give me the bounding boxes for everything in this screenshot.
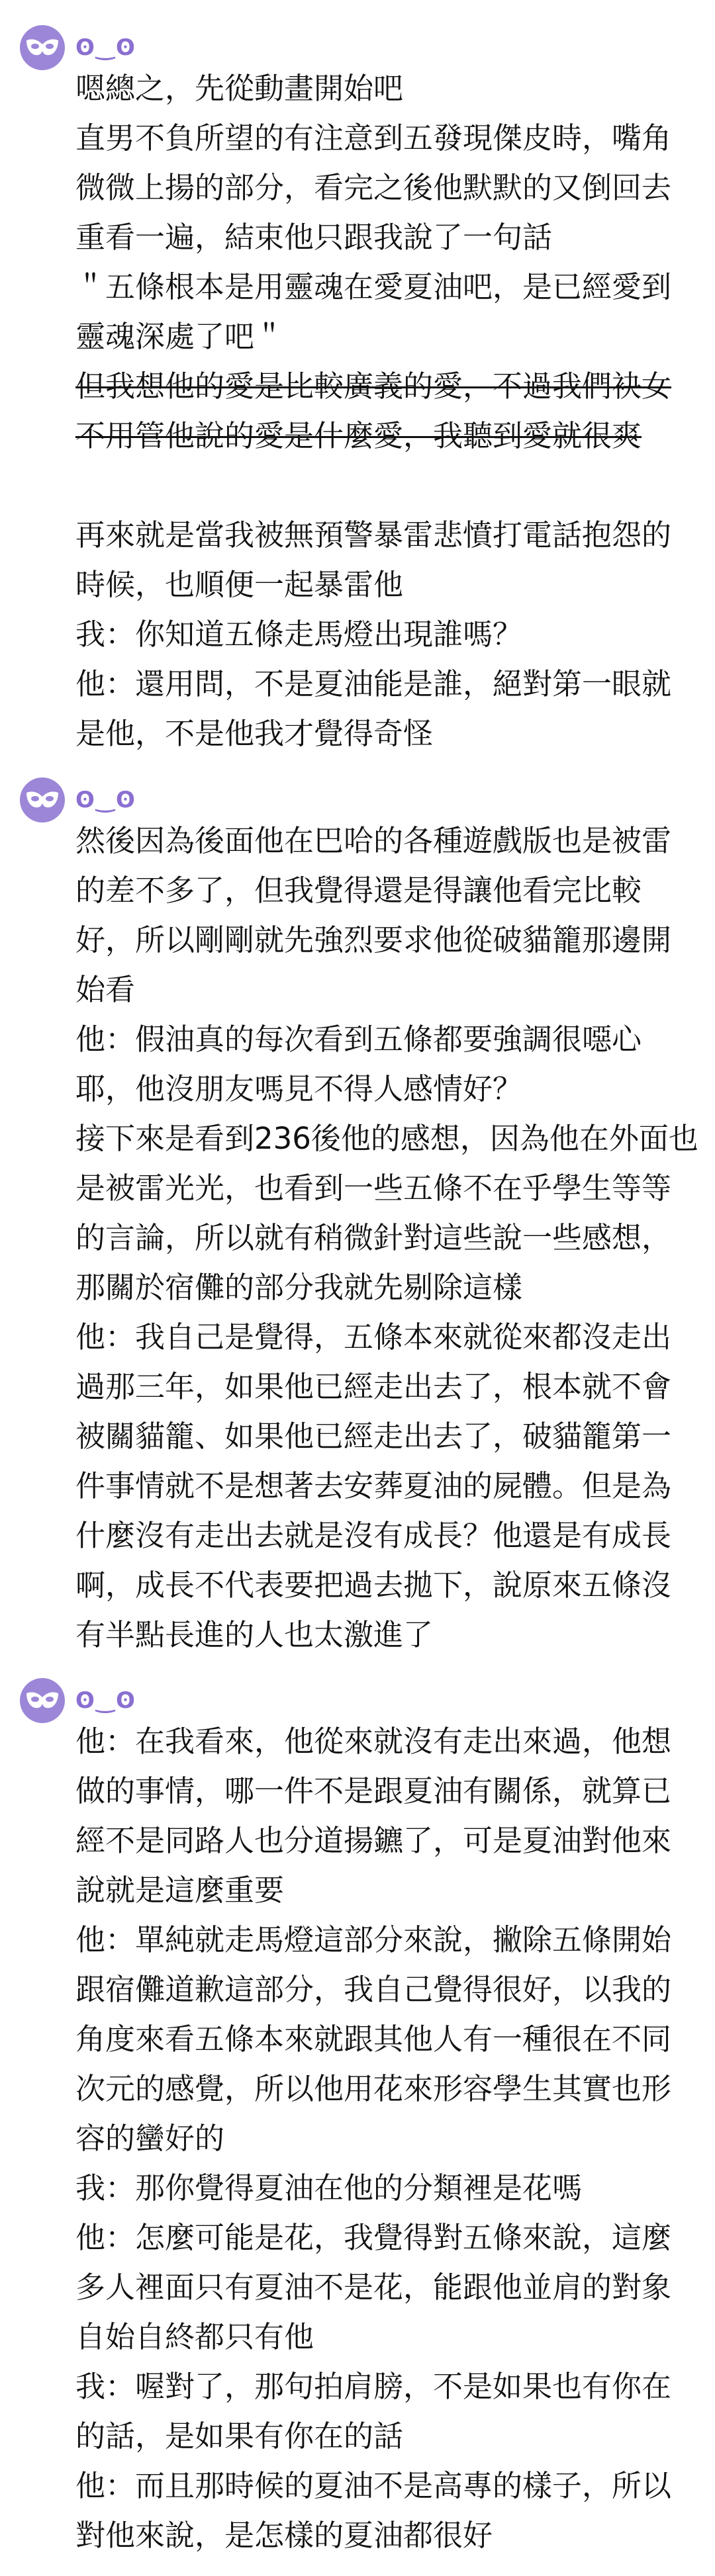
text-line: 的言論，所以就有稍微針對這些說一些感想， (75, 1220, 672, 1255)
text-line: 他：單純就走馬燈這部分來說，撇除五條開始 (75, 1922, 672, 1957)
text-line: 件事情就不是想著去安葬夏油的屍體。但是為 (75, 1468, 672, 1503)
text-line: 經不是同路人也分道揚鑣了，可是夏油對他來 (75, 1823, 672, 1858)
text-line: 直男不負所望的有注意到五發現傑皮時，嘴角 (75, 120, 672, 155)
author-name[interactable]: ʘ‿ʘ (75, 787, 136, 813)
text-line: 他：還用問，不是夏油能是誰，絕對第一眼就 (75, 666, 672, 701)
text-line: 時候，也順便一起暴雷他 (75, 567, 404, 602)
text-line: 是被雷光光，也看到一些五條不在乎學生等等 (75, 1171, 672, 1206)
text-line: 他：怎麼可能是花，我覺得對五條來說，這麼 (75, 2220, 672, 2255)
text-line: 重看一遍，結束他只跟我說了一句話 (75, 220, 553, 255)
text-line: 接下來是看到236後他的感想，因為他在外面也 (75, 1121, 698, 1156)
text-line: 我：那你覺得夏油在他的分類裡是花嗎 (75, 2170, 583, 2205)
text-line: 他：我自己是覺得，五條本來就從來都沒走出 (75, 1319, 672, 1355)
post-body (75, 1716, 691, 2560)
text-line: 啊，成長不代表要把過去拋下，說原來五條沒 (75, 1568, 672, 1603)
text-line: 微微上揚的部分，看完之後他默默的又倒回去 (75, 170, 672, 205)
text-line: 他：在我看來，他從來就沒有走出來過，他想 (75, 1724, 672, 1759)
mask-icon (25, 1691, 60, 1710)
text-line: 是他，不是他我才覺得奇怪 (75, 716, 434, 751)
text-line: 嗯總之，先從動畫開始吧 (75, 71, 404, 106)
text-line: 他：而且那時候的夏油不是高專的樣子，所以 (75, 2468, 672, 2503)
text-line: 的差不多了，但我覺得還是得讓他看完比較 (75, 873, 642, 908)
author-name[interactable]: ʘ‿ʘ (75, 34, 136, 61)
text-line: ＂五條根本是用靈魂在愛夏油吧，是已經愛到 (75, 269, 672, 304)
post-body (75, 64, 691, 758)
avatar[interactable] (20, 25, 65, 70)
mask-icon (25, 38, 60, 58)
text-line: 容的蠻好的 (75, 2121, 225, 2156)
avatar[interactable] (20, 777, 65, 822)
text-line: 次元的感覺，所以他用花來形容學生其實也形 (75, 2071, 672, 2106)
text-line: 跟宿儺道歉這部分，我自己覺得很好，以我的 (75, 1972, 672, 2007)
text-line: 做的事情，哪一件不是跟夏油有關係，就算已 (75, 1773, 672, 1808)
text-line: 他：假油真的每次看到五條都要強調很噁心 (75, 1022, 642, 1057)
text-line: 角度來看五條本來就跟其他人有一種很在不同 (75, 2021, 672, 2057)
text-line: 靈魂深處了吧＂ (75, 319, 285, 354)
mask-icon (25, 790, 60, 810)
text-line: 過那三年，如果他已經走出去了，根本就不會 (75, 1369, 672, 1404)
text-line: 好，所以剛剛就先強烈要求他從破貓籠那邊開 (75, 922, 672, 957)
text-line: 那關於宿儺的部分我就先剔除這樣 (75, 1270, 523, 1305)
strikethrough-line: 但我想他的愛是比較廣義的愛，不過我們袂女 (75, 369, 672, 404)
strikethrough-line: 不用管他說的愛是什麼愛，我聽到愛就很爽 (75, 418, 642, 453)
text-line: 多人裡面只有夏油不是花，能跟他並肩的對象 (75, 2270, 672, 2305)
text-line: 自始自終都只有他 (75, 2319, 314, 2354)
blank-line (75, 461, 691, 510)
text-line: 我：你知道五條走馬燈出現誰嗎？ (75, 617, 523, 652)
text-line: 耶，他沒朋友嗎見不得人感情好？ (75, 1071, 523, 1106)
text-line: 說就是這麼重要 (75, 1873, 285, 1908)
text-line: 有半點長進的人也太激進了 (75, 1617, 434, 1652)
author-name[interactable]: ʘ‿ʘ (75, 1687, 136, 1714)
text-line: 然後因為後面他在巴哈的各種遊戲版也是被雷 (75, 823, 672, 858)
text-line: 對他來說，是怎樣的夏油都很好 (75, 2518, 493, 2553)
text-line: 始看 (75, 972, 136, 1007)
avatar[interactable] (20, 1678, 65, 1723)
post-body (75, 816, 698, 1660)
text-line: 被關貓籠、如果他已經走出去了，破貓籠第一 (75, 1419, 672, 1454)
text-line: 我：喔對了，那句拍肩膀，不是如果也有你在 (75, 2369, 672, 2404)
text-line: 再來就是當我被無預警暴雷悲憤打電話抱怨的 (75, 517, 672, 553)
text-line: 的話，是如果有你在的話 (75, 2419, 404, 2454)
text-line: 什麼沒有走出去就是沒有成長？他還是有成長 (75, 1518, 672, 1553)
